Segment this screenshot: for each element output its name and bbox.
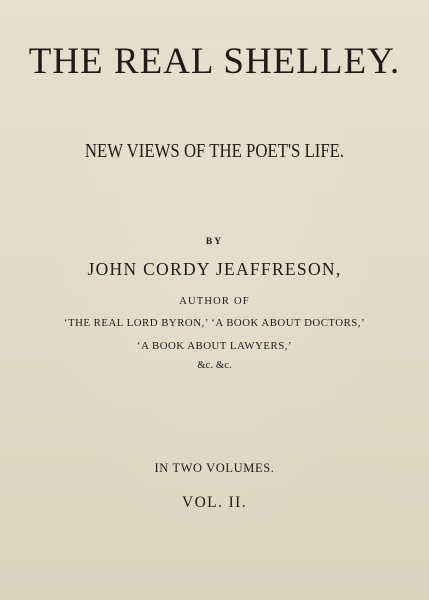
author-name: JOHN CORDY JEAFFRESON, [87,259,342,279]
author-of-label: AUTHOR OF [179,296,250,307]
book-title: THE REAL SHELLEY. [28,41,401,82]
by-label: BY [205,237,224,247]
volume-count: IN TWO VOLUMES. [154,461,275,475]
other-works-line-2: ‘A BOOK ABOUT LAWYERS,’ [137,340,292,352]
et-cetera: &c. &c. [197,359,232,371]
book-subtitle: NEW VIEWS OF THE POET'S LIFE. [84,141,345,162]
volume-number: VOL. II. [181,494,247,511]
other-works-line-1: ‘THE REAL LORD BYRON,’ ‘A BOOK ABOUT DOCTORS,’ [63,317,366,329]
